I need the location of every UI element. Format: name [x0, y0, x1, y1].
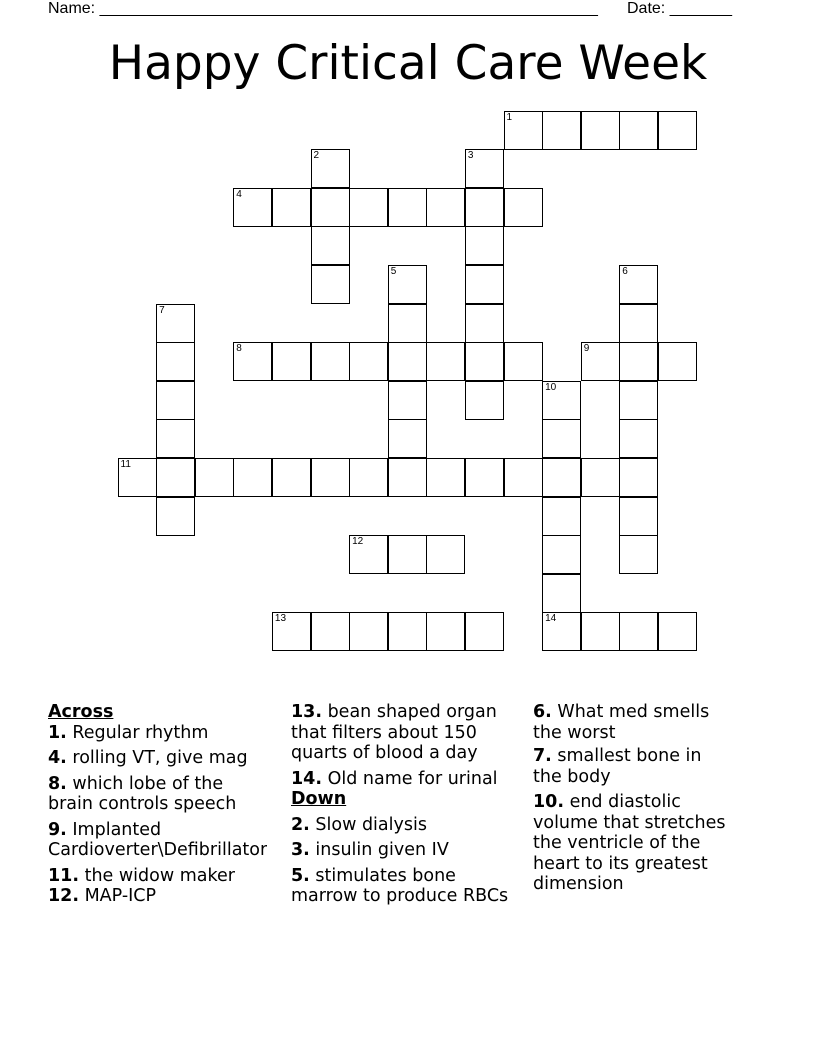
grid-cell[interactable] [658, 342, 697, 381]
grid-cell[interactable] [156, 304, 195, 343]
grid-cell[interactable] [156, 458, 195, 497]
grid-cell[interactable] [542, 497, 581, 536]
grid-cell[interactable] [349, 188, 388, 227]
clue-down-2: 2. Slow dialysis [291, 814, 427, 835]
clue-number: 13 [274, 613, 287, 625]
grid-cell[interactable] [388, 458, 427, 497]
grid-cell[interactable] [465, 342, 504, 381]
grid-cell[interactable] [465, 188, 504, 227]
grid-cell[interactable] [619, 458, 658, 497]
clue-number: 6 [622, 265, 628, 277]
clue-down-5: 5. stimulates bone marrow to produce RBCs [291, 865, 509, 906]
date-field[interactable]: Date: _______ [627, 0, 732, 17]
grid-cell[interactable] [658, 111, 697, 150]
grid-cell[interactable] [272, 458, 311, 497]
grid-cell[interactable] [388, 612, 427, 651]
grid-cell[interactable] [426, 342, 465, 381]
grid-cell[interactable] [388, 381, 427, 420]
grid-cell[interactable] [388, 188, 427, 227]
grid-cell[interactable] [504, 458, 543, 497]
clue-number: 9 [583, 343, 590, 355]
clue-number: 1 [506, 111, 513, 123]
grid-cell[interactable] [581, 111, 620, 150]
grid-cell[interactable] [619, 497, 658, 536]
clue-down-3: 3. insulin given IV [291, 840, 449, 860]
grid-cell[interactable] [581, 342, 620, 381]
grid-cell[interactable] [195, 458, 234, 497]
grid-cell[interactable] [465, 612, 504, 651]
grid-cell[interactable] [118, 458, 157, 497]
page-title: Happy Critical Care Week [108, 36, 708, 91]
grid-cell[interactable] [349, 535, 388, 574]
grid-cell[interactable] [542, 574, 581, 613]
grid-cell[interactable] [311, 342, 350, 381]
grid-cell[interactable] [426, 188, 465, 227]
grid-cell[interactable] [156, 419, 195, 458]
grid-cell[interactable] [465, 304, 504, 343]
grid-cell[interactable] [581, 612, 620, 651]
clue-number: 2 [313, 150, 320, 162]
grid-cell[interactable] [465, 226, 504, 265]
clue-across-13: 13. bean shaped organ that filters about 150 quarts of blood a day [291, 702, 497, 763]
grid-cell[interactable] [465, 458, 504, 497]
grid-cell[interactable] [465, 265, 504, 304]
grid-cell[interactable] [311, 149, 350, 188]
across-heading: Across [48, 702, 114, 722]
clue-number: 7 [159, 304, 165, 316]
grid-cell[interactable] [311, 265, 350, 304]
grid-cell[interactable] [311, 188, 350, 227]
down-heading: Down [291, 789, 347, 809]
grid-cell[interactable] [426, 612, 465, 651]
clue-across-8: 8. which lobe of the brain controls speech [48, 773, 237, 814]
grid-cell[interactable] [388, 265, 427, 304]
clue-across-11: 11. the widow maker [48, 865, 235, 886]
grid-cell[interactable] [388, 304, 427, 343]
clue-column-3 [533, 702, 726, 900]
grid-cell[interactable] [619, 535, 658, 574]
grid-cell[interactable] [504, 188, 543, 227]
grid-cell[interactable] [388, 342, 427, 381]
clue-across-1: 1. Regular rhythm [48, 722, 209, 743]
clue-number: 4 [236, 188, 242, 200]
grid-cell[interactable] [156, 497, 195, 536]
grid-cell[interactable] [465, 381, 504, 420]
grid-cell[interactable] [542, 419, 581, 458]
clue-number: 10 [545, 381, 557, 393]
grid-cell[interactable] [388, 419, 427, 458]
grid-cell[interactable] [272, 342, 311, 381]
grid-cell[interactable] [388, 535, 427, 574]
clue-column-2 [291, 702, 508, 912]
clue-column-1 [48, 702, 267, 912]
grid-cell[interactable] [619, 304, 658, 343]
clue-across-4: 4. rolling VT, give mag [48, 748, 248, 768]
grid-cell[interactable] [542, 458, 581, 497]
grid-cell[interactable] [542, 612, 581, 651]
clue-across-12: 12. MAP-ICP [48, 886, 157, 906]
clue-down-6: 6. What med smells the worst [533, 702, 710, 743]
grid-cell[interactable] [619, 265, 658, 304]
grid-cell[interactable] [542, 535, 581, 574]
clue-number: 3 [467, 150, 474, 162]
grid-cell[interactable] [233, 458, 272, 497]
grid-cell[interactable] [619, 381, 658, 420]
grid-cell[interactable] [619, 342, 658, 381]
clue-number: 14 [545, 613, 557, 625]
grid-cell[interactable] [619, 111, 658, 150]
clue-number: 11 [120, 458, 131, 470]
grid-cell[interactable] [272, 612, 311, 651]
clue-number: 5 [390, 265, 397, 277]
name-field[interactable]: Name: ________________________________________________________ [48, 0, 598, 17]
clue-across-9: 9. Implanted Cardioverter\Defibrillator [48, 819, 268, 860]
grid-cell[interactable] [426, 458, 465, 497]
clue-down-7: 7. smallest bone in the body [533, 746, 702, 787]
grid-cell[interactable] [349, 612, 388, 651]
grid-cell[interactable] [426, 535, 465, 574]
grid-cell[interactable] [542, 111, 581, 150]
grid-cell[interactable] [619, 612, 658, 651]
clue-number: 8 [236, 343, 242, 355]
grid-cell[interactable] [156, 342, 195, 381]
grid-cell[interactable] [349, 342, 388, 381]
grid-cell[interactable] [581, 458, 620, 497]
clue-number: 12 [352, 536, 364, 548]
grid-cell[interactable] [233, 188, 272, 227]
grid-cell[interactable] [156, 381, 195, 420]
clue-down-10: 10. end diastolic volume that stretches the ventricle of the heart to its greatest dimension [533, 792, 726, 894]
grid-cell[interactable] [311, 612, 350, 651]
grid-cell[interactable] [233, 342, 272, 381]
grid-cell[interactable] [311, 226, 350, 265]
grid-cell[interactable] [619, 419, 658, 458]
grid-cell[interactable] [272, 188, 311, 227]
grid-cell[interactable] [504, 342, 543, 381]
grid-cell[interactable] [504, 111, 543, 150]
clue-across-14: 14. Old name for urinal [291, 768, 498, 789]
grid-cell[interactable] [542, 381, 581, 420]
grid-cell[interactable] [311, 458, 350, 497]
grid-cell[interactable] [349, 458, 388, 497]
grid-cell[interactable] [658, 612, 697, 651]
grid-cell[interactable] [465, 149, 504, 188]
